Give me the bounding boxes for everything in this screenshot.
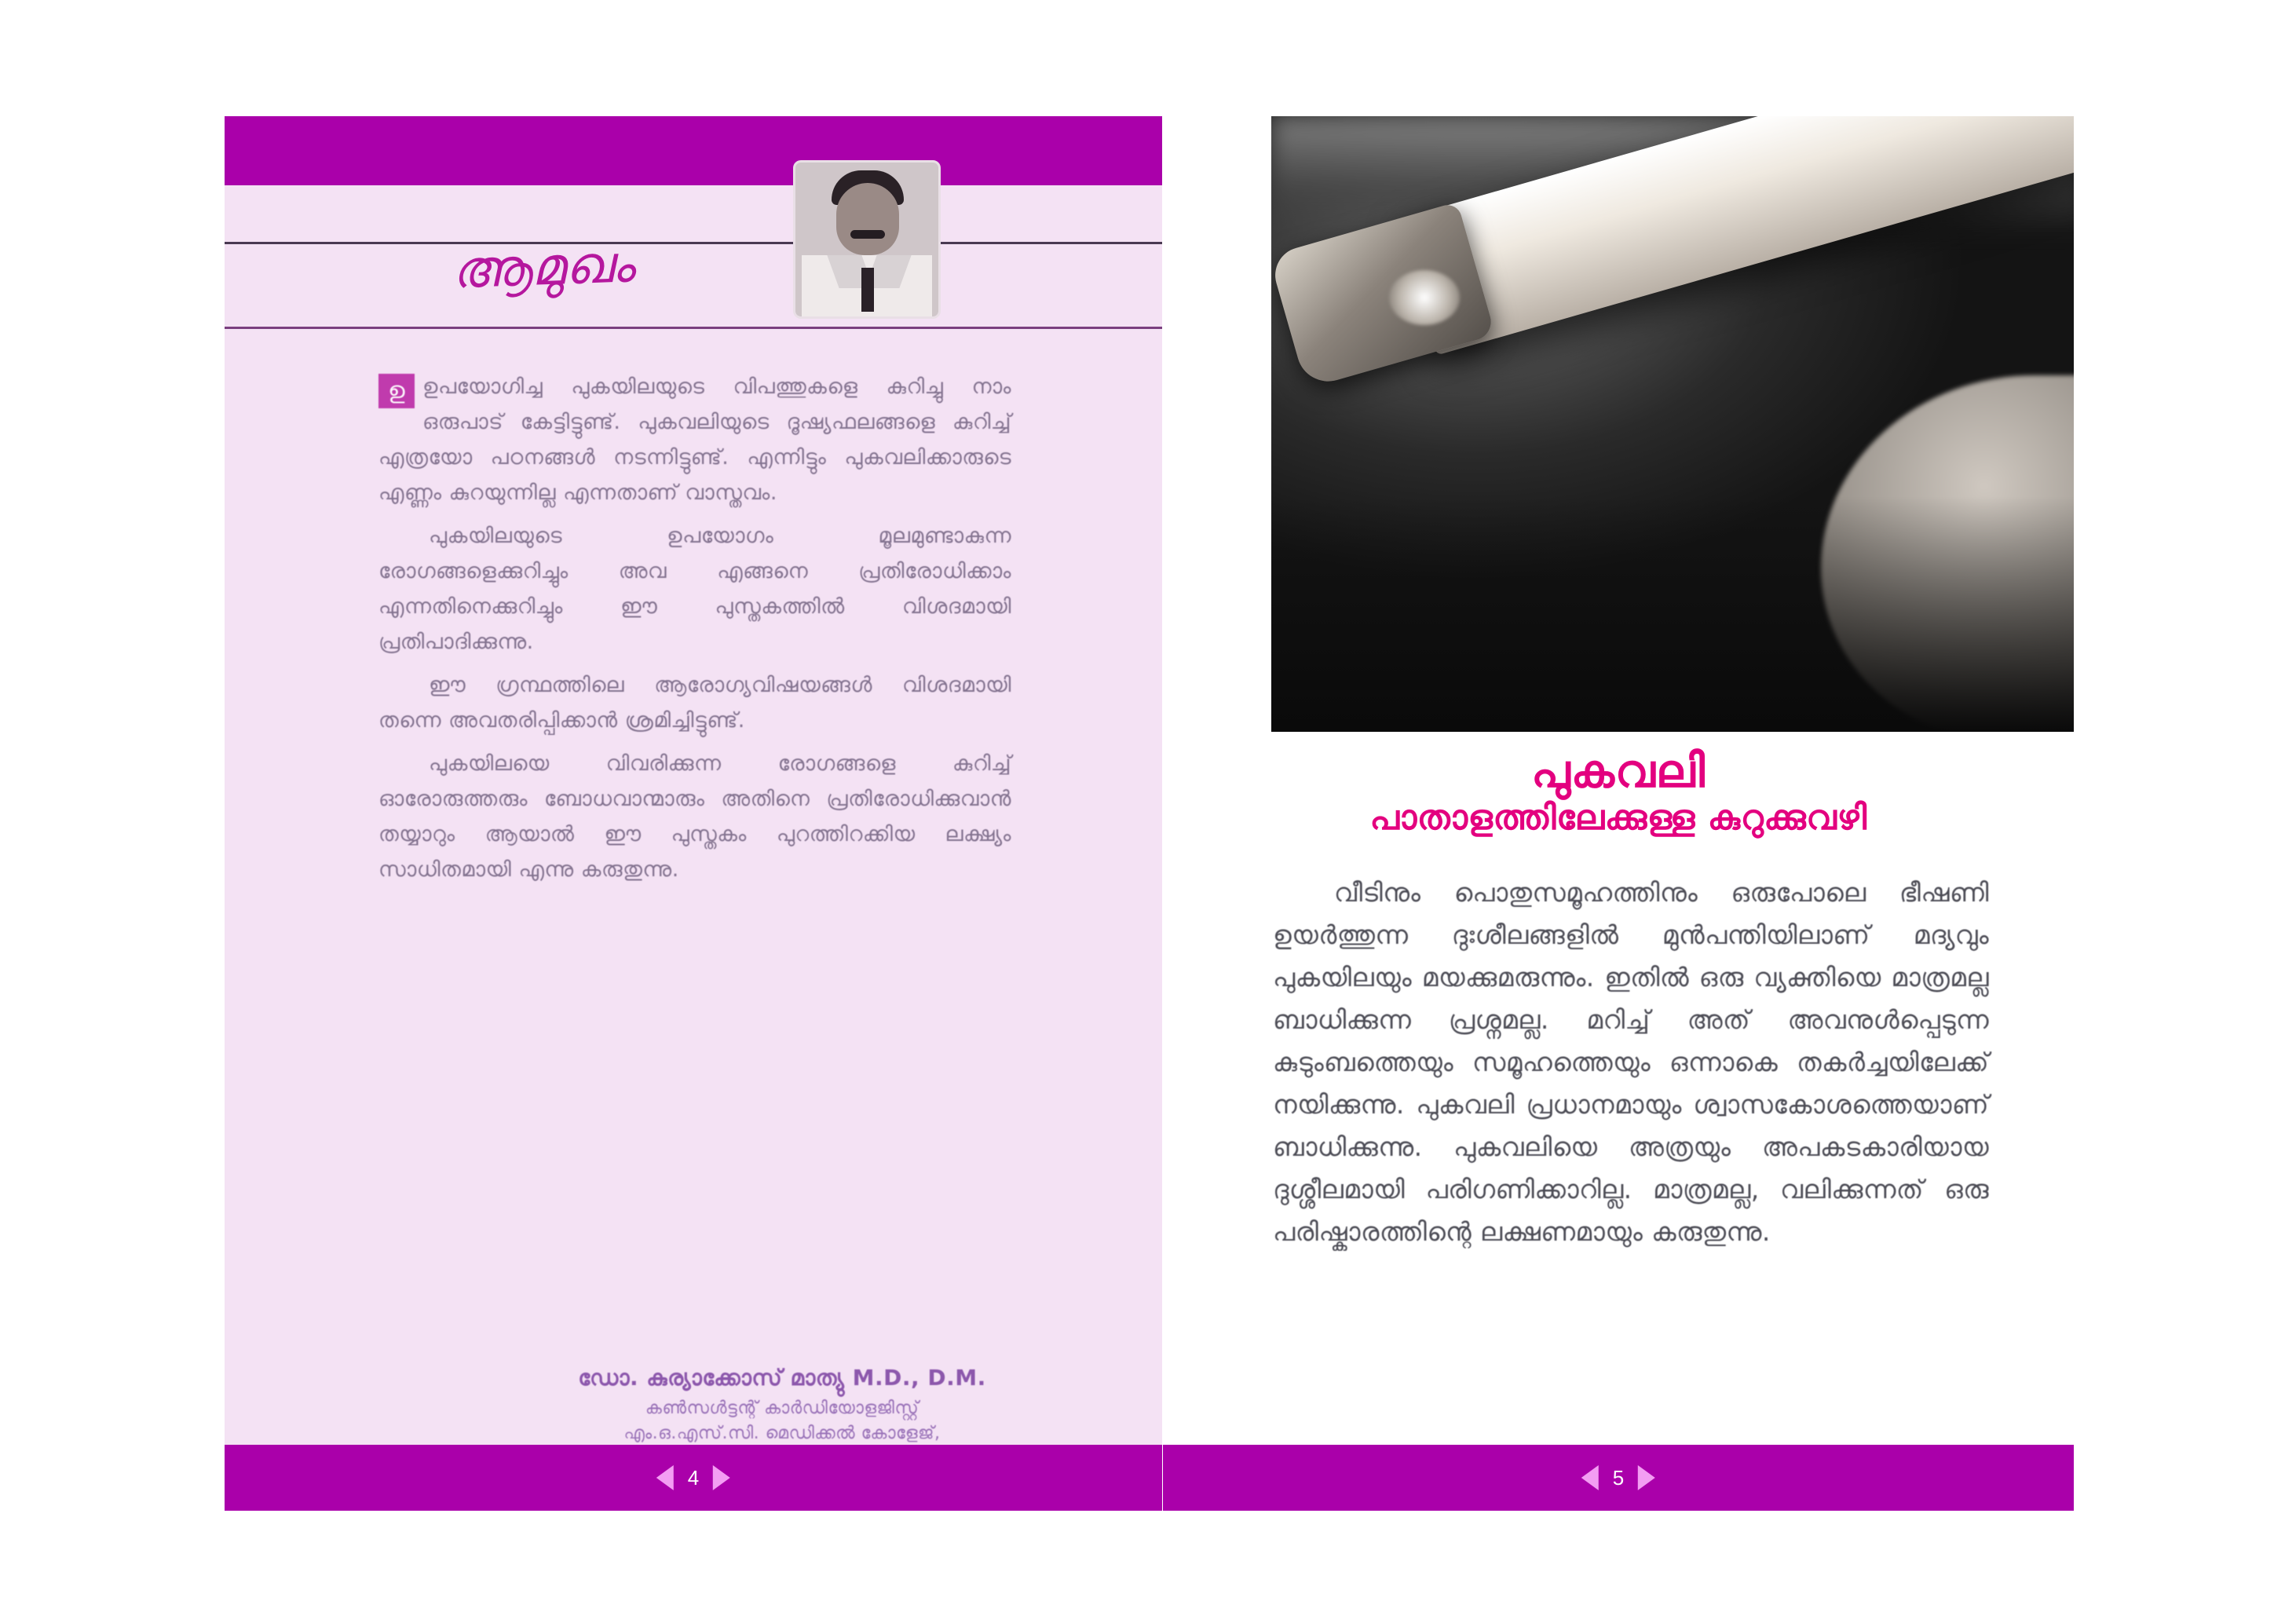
photo-cigarette-ember: [1389, 270, 1460, 325]
portrait-moustache: [850, 230, 885, 239]
right-page-body: [1273, 872, 1989, 1253]
page-number: 4: [687, 1465, 700, 1490]
body-paragraph-text: ഉപയോഗിച്ച പുകയിലയുടെ വിപത്തുകളെ കുറിച്ചു നാം ഒരുപാട് കേട്ടിട്ടുണ്ട്. പുകവലിയുടെ ദൂഷ്യഫലങ്ങളെ കുറിച്ച് എത്രയോ പഠനങ്ങൾ നടന്നിട്ടുണ്ട്. എന്നിട്ടും പുകവലിക്കാരുടെ എണ്ണം കുറയുന്നില്ല എന്നതാണ് വാസ്തവം.: [378, 375, 1011, 505]
author-affiliation-line: എം.ഒ.എസ്.സി. മെഡിക്കൽ കോളേജ്,: [623, 1424, 941, 1443]
right-page-footer-bar: [1163, 1445, 2074, 1511]
right-page-pager: [1581, 1445, 1655, 1511]
portrait-tie: [861, 268, 874, 312]
author-portrait-photo: [793, 160, 941, 319]
body-paragraph: ഈ ഗ്രന്ഥത്തിലെ ആരോഗ്യവിഷയങ്ങൾ വിശദമായി തന്നെ അവതരിപ്പിക്കാൻ ശ്രമിച്ചിട്ടുണ്ട്.: [378, 673, 1011, 733]
header-rule-bottom: [225, 327, 1162, 329]
article-subtitle: പാതാളത്തിലേക്കുള്ള കുറുക്കുവഴി: [1369, 798, 1867, 838]
body-paragraph: [378, 369, 1011, 510]
body-paragraph: പുകയിലയുടെ ഉപയോഗം മൂലമുണ്ടാകുന്ന രോഗങ്ങളെക്കുറിച്ചും അവ എങ്ങനെ പ്രതിരോധിക്കാം എന്നതിനെക്കുറിച്ചും ഈ പുസ്തകത്തിൽ വിശദമായി പ്രതിപാദിക്കുന്നു.: [378, 524, 1011, 654]
cigarette-photo: [1271, 116, 2074, 732]
left-page-body: [378, 369, 1011, 895]
left-page-footer-bar: [225, 1445, 1162, 1511]
triangle-right-icon[interactable]: [1638, 1465, 1655, 1490]
drop-cap: ഉ: [378, 374, 415, 408]
body-paragraph: പുകയിലയെ വിവരിക്കുന്ന രോഗങ്ങളെ കുറിച്ച് ഓരോരുത്തരും ബോധവാന്മാരും അതിനെ പ്രതിരോധിക്കുവാൻ തയ്യാറും ആയാൽ ഈ പുസ്തകം പുറത്തിറക്കിയ ലക്ഷ്യം സാധിതമായി എന്നു കരുതുന്നു.: [378, 751, 1011, 882]
photo-shadow: [1271, 496, 2074, 732]
page-number: 5: [1612, 1465, 1625, 1490]
right-page: [1163, 116, 2074, 1511]
author-affiliation-line: കൺസൾട്ടന്റ് കാർഡിയോളജിസ്റ്റ്: [645, 1398, 919, 1418]
page-title: ആമുഖം: [451, 233, 636, 301]
portrait-face: [836, 183, 899, 255]
article-title: പുകവലി: [1530, 744, 1706, 798]
triangle-right-icon[interactable]: [713, 1465, 730, 1490]
author-name: ഡോ. കുര്യാക്കോസ് മാത്യു M.D., D.M.: [578, 1365, 986, 1391]
triangle-left-icon[interactable]: [656, 1465, 674, 1490]
left-page-pager: [656, 1445, 730, 1511]
left-page-header-bar: [225, 116, 1162, 185]
left-page: [225, 116, 1162, 1511]
body-paragraph: വീടിനും പൊതുസമൂഹത്തിനും ഒരുപോലെ ഭീഷണി ഉയർത്തുന്ന ദുഃശീലങ്ങളിൽ മുൻപന്തിയിലാണ് മദ്യവും പുകയിലയും മയക്കുമരുന്നും. ഇതിൽ ഒരു വ്യക്തിയെ മാത്രമല്ല ബാധിക്കുന്ന പ്രശ്നമല്ല. മറിച്ച് അത് അവനുൾപ്പെടുന്ന കുടുംബത്തെയും സമൂഹത്തെയും ഒന്നാകെ തകർച്ചയിലേക്ക് നയിക്കുന്നു. പുകവലി പ്രധാനമായും ശ്വാസകോശത്തെയാണ് ബാധിക്കുന്നു. പുകവലിയെ അത്രയും അപകടകാരിയായ ദുശ്ശീലമായി പരിഗണിക്കാറില്ല. മാത്രമല്ല, വലിക്കുന്നത് ഒരു പരിഷ്കാരത്തിന്റെ ലക്ഷണമായും കരുതുന്നു.: [1273, 877, 1989, 1247]
triangle-left-icon[interactable]: [1581, 1465, 1599, 1490]
